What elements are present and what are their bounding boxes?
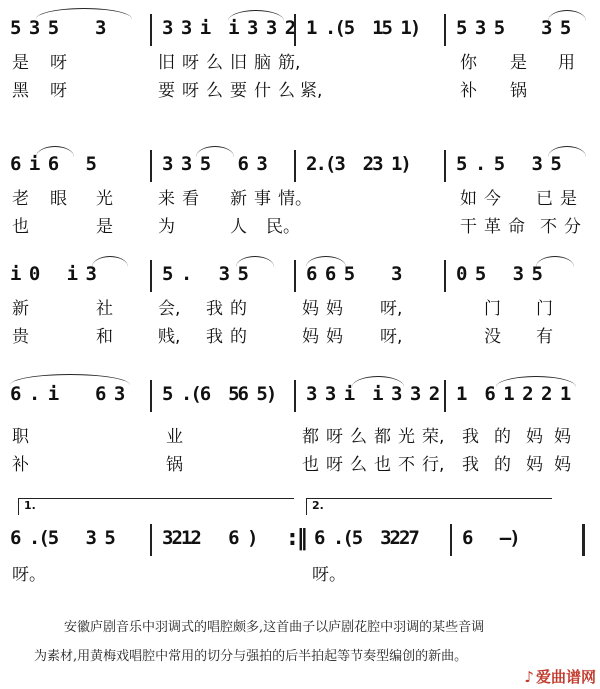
lyric-syllable: 旧 <box>158 53 175 73</box>
lyric-syllable: 紧, <box>300 81 323 101</box>
site-watermark-logo <box>524 666 596 687</box>
music-note-icon: ♪ <box>524 668 534 686</box>
lyric-syllable: 脑 <box>254 53 271 73</box>
notation-row <box>0 258 600 292</box>
footnote-line: 为素材,用黄梅戏唱腔中常用的切分与强拍的后半拍起等节奏型编创的新曲。 <box>34 649 468 664</box>
lyric-syllable: 今 <box>484 189 501 209</box>
lyric-syllable: 呀 <box>50 81 67 101</box>
jianpu-notes: 6 .(5 3 5 <box>10 527 114 549</box>
measure <box>0 522 150 556</box>
jianpu-notes: 6 —) <box>462 527 519 549</box>
notation-row <box>0 378 600 412</box>
lyric-syllable: 也 <box>302 455 319 475</box>
lyric-syllable: 如 <box>460 189 477 209</box>
lyric-syllable: 妈 <box>554 455 571 475</box>
lyric-syllable: 职 <box>12 427 29 447</box>
lyric-syllable: 呀, <box>380 299 403 319</box>
lyric-line-verse-1 <box>0 48 600 72</box>
lyric-syllable: 呀 <box>326 427 343 447</box>
lyric-syllable: 妈 <box>526 455 543 475</box>
lyric-syllable: 妈 <box>302 299 319 319</box>
lyric-syllable: 行, <box>422 455 445 475</box>
lyric-syllable: 呀。 <box>12 565 46 585</box>
repeat-barline: :‖ <box>288 526 308 551</box>
lyric-syllable: 是 <box>96 217 113 237</box>
jianpu-notes: 3212 6 ) <box>162 527 257 549</box>
lyric-syllable: 呀, <box>380 327 403 347</box>
lyric-syllable: 不 <box>540 217 557 237</box>
jianpu-notes: 6 .(5 3227 <box>314 527 418 549</box>
measure <box>446 258 596 292</box>
lyric-syllable: 呀。 <box>312 565 346 585</box>
lyric-line-verse-2 <box>0 212 600 236</box>
lyric-line-verse-1 <box>0 294 600 318</box>
lyric-syllable: 有 <box>536 327 553 347</box>
lyric-syllable: 荣, <box>422 427 445 447</box>
lyric-syllable: 用 <box>558 53 575 73</box>
watermark-text: 爱曲谱网 <box>535 668 596 686</box>
notation-row <box>0 148 600 182</box>
lyric-syllable: 都 <box>374 427 391 447</box>
lyric-syllable: 不 <box>398 455 415 475</box>
lyric-syllable: 筋, <box>278 53 301 73</box>
jianpu-notes: 3 3 i i 3 3 2 <box>306 383 439 405</box>
slur <box>36 8 132 19</box>
lyric-syllable: 的 <box>230 299 247 319</box>
lyric-syllable: 我 <box>206 299 223 319</box>
lyric-syllable: 么 <box>278 81 295 101</box>
lyric-syllable: 贱, <box>158 327 181 347</box>
notation-row <box>0 12 600 46</box>
lyric-syllable: 么 <box>206 53 223 73</box>
jianpu-notes: 3 3 i i 3 3 2 <box>162 17 295 39</box>
lyric-syllable: 我 <box>462 427 479 447</box>
lyric-syllable: 新 <box>12 299 29 319</box>
measure <box>296 12 444 46</box>
lyric-line-verse-1 <box>0 422 600 446</box>
measure <box>452 522 582 556</box>
jianpu-notes: 5 3 5 3 <box>10 17 105 39</box>
jianpu-notes: 3 3 5 6 3 <box>162 153 266 175</box>
jianpu-notes: 5 3 5 3 5 <box>456 17 570 39</box>
jianpu-notes: 2.(3 23 1) <box>306 153 410 175</box>
jianpu-notes: 1 .(5 15 1) <box>306 17 420 39</box>
jianpu-notes: 6 i 6 5 <box>10 153 95 175</box>
lyric-syllable: 补 <box>460 81 477 101</box>
lyric-syllable: 的 <box>494 455 511 475</box>
jianpu-notes: 6 6 5 3 <box>306 263 401 285</box>
footnote <box>0 616 600 664</box>
jianpu-notes: 1 6 1 2 2 1 <box>456 383 570 405</box>
lyric-syllable: 呀 <box>50 53 67 73</box>
lyric-syllable: 民。 <box>266 217 300 237</box>
lyric-syllable: 要 <box>230 81 247 101</box>
lyric-syllable: 呀 <box>182 81 199 101</box>
lyric-syllable: 我 <box>206 327 223 347</box>
lyric-syllable: 业 <box>166 427 183 447</box>
measure <box>152 522 290 556</box>
second-ending-bracket: 2. <box>306 498 552 515</box>
jianpu-notes: 6 . i 6 3 <box>10 383 124 405</box>
lyric-syllable: 妈 <box>326 327 343 347</box>
jianpu-notes: 5 . 3 5 <box>162 263 247 285</box>
lyric-syllable: 妈 <box>326 299 343 319</box>
measure <box>0 258 150 292</box>
measure <box>296 148 444 182</box>
footnote-line: 安徽庐剧音乐中羽调式的唱腔颇多,这首曲子以庐剧花腔中羽调的某些音调 <box>64 620 485 635</box>
lyric-syllable: 呀 <box>182 53 199 73</box>
measure <box>304 522 450 556</box>
lyric-syllable: 看 <box>182 189 199 209</box>
lyric-syllable: 没 <box>484 327 501 347</box>
lyric-syllable: 眼 <box>50 189 67 209</box>
lyric-syllable: 么 <box>350 455 367 475</box>
measure <box>0 148 150 182</box>
lyric-syllable: 什 <box>254 81 271 101</box>
lyric-syllable: 情。 <box>278 189 312 209</box>
lyric-syllable: 命 <box>508 217 525 237</box>
lyric-syllable: 和 <box>96 327 113 347</box>
lyric-syllable: 也 <box>12 217 29 237</box>
lyric-syllable: 妈 <box>302 327 319 347</box>
lyric-syllable: 锅 <box>166 455 183 475</box>
lyric-syllable: 是 <box>12 53 29 73</box>
lyric-syllable: 事 <box>254 189 271 209</box>
lyric-syllable: 光 <box>398 427 415 447</box>
lyric-line-verse-1 <box>0 184 600 208</box>
lyric-syllable: 么 <box>206 81 223 101</box>
lyric-syllable: 革 <box>484 217 501 237</box>
lyric-syllable: 你 <box>460 53 477 73</box>
lyric-syllable: 分 <box>564 217 581 237</box>
final-bar-line <box>582 524 585 556</box>
lyric-syllable: 锅 <box>510 81 527 101</box>
measure <box>152 378 294 412</box>
lyric-syllable: 光 <box>96 189 113 209</box>
lyric-syllable: 的 <box>230 327 247 347</box>
lyric-syllable: 也 <box>374 455 391 475</box>
lyric-syllable: 为 <box>158 217 175 237</box>
lyric-syllable: 社 <box>96 299 113 319</box>
lyric-syllable: 旧 <box>230 53 247 73</box>
lyric-syllable: 是 <box>560 189 577 209</box>
lyric-line-verse-2 <box>0 76 600 100</box>
lyric-syllable: 妈 <box>526 427 543 447</box>
lyric-line-verse-2 <box>0 450 600 474</box>
lyric-syllable: 要 <box>158 81 175 101</box>
lyric-syllable: 老 <box>12 189 29 209</box>
lyric-syllable: 门 <box>536 299 553 319</box>
first-ending-bracket: 1. <box>18 498 294 515</box>
slur <box>10 374 130 385</box>
jianpu-notes: 5 . 5 3 5 <box>456 153 560 175</box>
lyric-syllable: 干 <box>460 217 477 237</box>
lyric-syllable: 的 <box>494 427 511 447</box>
jianpu-notes: 5 .(6 56 5) <box>162 383 276 405</box>
jianpu-notes: i 0 i 3 <box>10 263 95 285</box>
lyric-syllable: 都 <box>302 427 319 447</box>
lyric-syllable: 呀 <box>326 455 343 475</box>
lyric-syllable: 已 <box>536 189 553 209</box>
notation-row <box>0 522 600 556</box>
jianpu-notes: 0 5 3 5 <box>456 263 541 285</box>
lyric-syllable: 妈 <box>554 427 571 447</box>
lyric-syllable: 来 <box>158 189 175 209</box>
lyric-syllable: 黑 <box>12 81 29 101</box>
lyric-line-verse-1 <box>0 560 600 584</box>
lyric-syllable: 贵 <box>12 327 29 347</box>
lyric-syllable: 么 <box>350 427 367 447</box>
lyric-syllable: 人 <box>230 217 247 237</box>
lyric-syllable: 会, <box>158 299 181 319</box>
lyric-syllable: 是 <box>510 53 527 73</box>
lyric-syllable: 我 <box>462 455 479 475</box>
lyric-line-verse-2 <box>0 322 600 346</box>
lyric-syllable: 门 <box>484 299 501 319</box>
lyric-syllable: 补 <box>12 455 29 475</box>
lyric-syllable: 新 <box>230 189 247 209</box>
